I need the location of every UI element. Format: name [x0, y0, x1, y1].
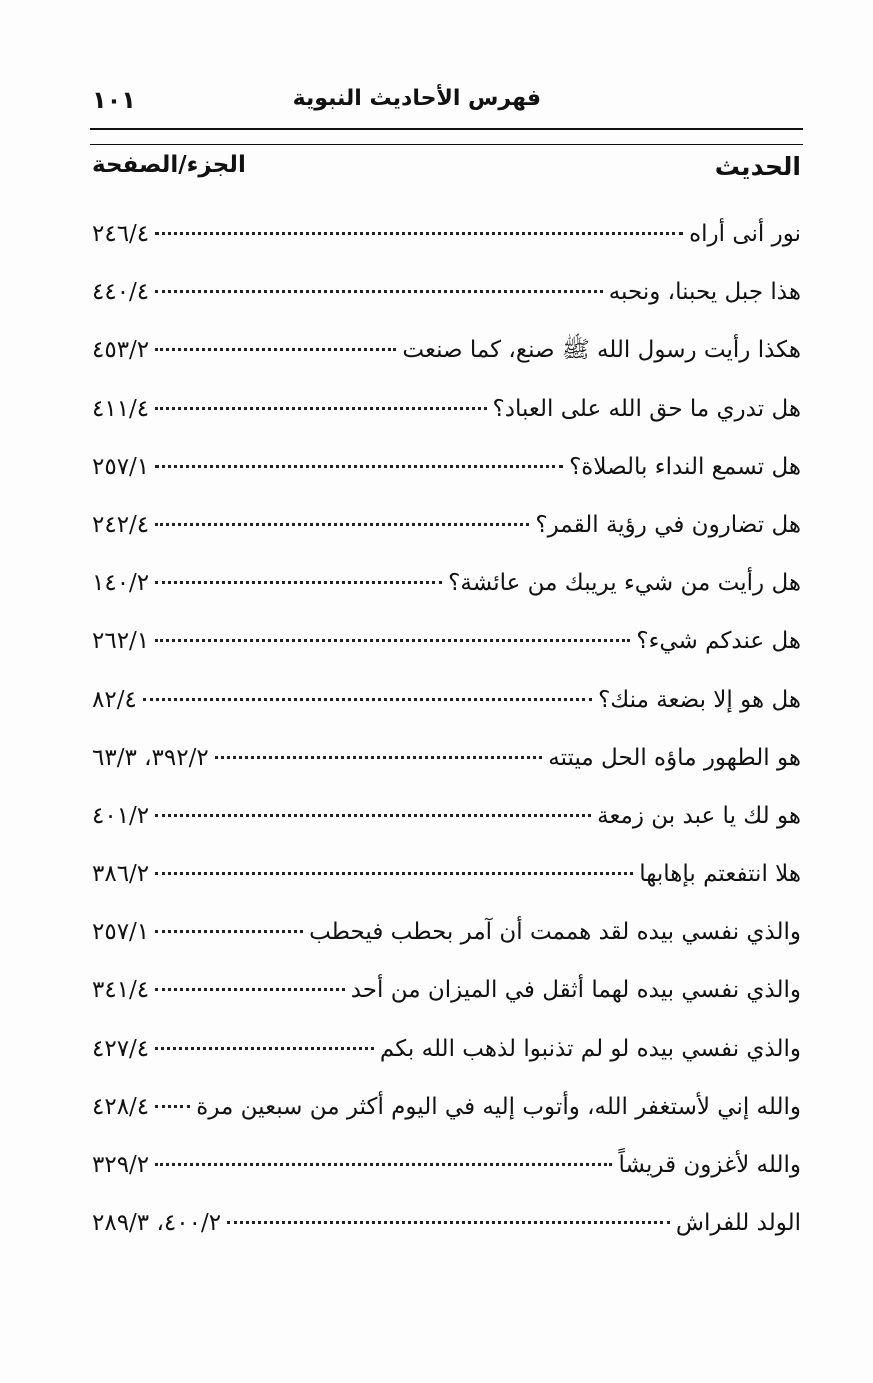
- hadith-text: والذي نفسي بيده لقد هممت أن آمر بحطب فيحطب: [309, 919, 801, 946]
- hadith-text: هل عندكم شيء؟: [636, 628, 801, 655]
- column-headers: [90, 150, 801, 190]
- leader-dots: [155, 465, 563, 468]
- hadith-text: هكذا رأيت رسول الله ﷺ صنع، كما صنعت: [402, 337, 801, 364]
- hadith-text: هل تسمع النداء بالصلاة؟: [569, 453, 801, 480]
- index-entry: [92, 1199, 801, 1257]
- leader-dots: [155, 639, 630, 642]
- leader-dots: [155, 348, 396, 351]
- index-entry: [92, 966, 801, 1024]
- volume-page-ref: ٤٢٧/٤: [92, 1035, 150, 1062]
- index-entry: [92, 792, 801, 850]
- volume-page-ref: ٢٦٢/١: [92, 628, 150, 655]
- leader-dots: [155, 988, 345, 991]
- leader-dots: [155, 930, 303, 933]
- volume-page-ref: ٤٤٠/٤: [92, 279, 150, 306]
- hadith-text: والله إني لأستغفر الله، وأتوب إليه في اليوم أكثر من سبعين مرة: [196, 1093, 801, 1120]
- index-entry: [92, 1083, 801, 1141]
- volume-page-ref: ٢٥٧/١: [92, 919, 150, 946]
- leader-dots: [155, 232, 683, 235]
- volume-page-ref: ٢٤٢/٤: [92, 511, 150, 538]
- volume-page-ref: ٨٢/٤: [92, 686, 137, 713]
- volume-page-ref: ٤٢٨/٤: [92, 1093, 150, 1120]
- index-entry: [92, 908, 801, 966]
- hadith-text: هذا جبل يحبنا، ونحبه: [608, 279, 801, 306]
- volume-page-ref: ٤٠٠/٢، ٢٨٩/٣: [92, 1210, 222, 1237]
- leader-dots: [143, 698, 592, 701]
- leader-dots: [155, 1163, 612, 1166]
- volume-page-ref: ٤٥٣/٢: [92, 337, 150, 364]
- index-entry: [92, 268, 801, 326]
- leader-dots: [155, 1105, 190, 1108]
- volume-page-ref: ٣٤١/٤: [92, 977, 150, 1004]
- column-header-volume-page: الجزء/الصفحة: [92, 152, 246, 178]
- hadith-index-list: [92, 210, 801, 1257]
- leader-dots: [155, 814, 591, 817]
- leader-dots: [155, 523, 529, 526]
- header-rule-thin: [90, 144, 803, 145]
- hadith-text: والذي نفسي بيده لو لم تذنبوا لذهب الله بكم: [379, 1035, 801, 1062]
- column-header-hadith: الحديث: [714, 152, 801, 181]
- hadith-text: هل رأيت من شيء يريبك من عائشة؟: [448, 570, 801, 597]
- hadith-text: هلا انتفعتم بإهابها: [639, 861, 801, 888]
- index-entry: [92, 734, 801, 792]
- header-rule-thick: [90, 128, 803, 130]
- index-entry: [92, 501, 801, 559]
- leader-dots: [227, 1221, 670, 1224]
- running-header: [92, 82, 801, 122]
- volume-page-ref: ٤٠١/٢: [92, 802, 150, 829]
- page-number: ١٠١: [92, 86, 136, 114]
- index-entry: [92, 617, 801, 675]
- index-entry: [92, 559, 801, 617]
- index-entry: [92, 850, 801, 908]
- hadith-text: هل هو إلا بضعة منك؟: [598, 686, 801, 713]
- running-title: فهرس الأحاديث النبوية: [292, 86, 541, 111]
- leader-dots: [215, 756, 543, 759]
- index-entry: [92, 326, 801, 384]
- leader-dots: [155, 581, 442, 584]
- volume-page-ref: ٢٤٦/٤: [92, 221, 150, 247]
- leader-dots: [155, 1047, 374, 1050]
- hadith-text: والله لأغزون قريشاً: [618, 1152, 801, 1178]
- index-entry: [92, 443, 801, 501]
- hadith-text: والذي نفسي بيده لهما أثقل في الميزان من أحد: [350, 977, 801, 1004]
- leader-dots: [155, 290, 603, 293]
- hadith-text: نور أنى أراه: [689, 221, 801, 247]
- leader-dots: [155, 407, 486, 410]
- index-entry: [92, 210, 801, 268]
- volume-page-ref: ٢٥٧/١: [92, 453, 150, 480]
- hadith-text: هو الطهور ماؤه الحل ميتته: [548, 744, 801, 771]
- volume-page-ref: ٣٢٩/٢: [92, 1152, 150, 1178]
- hadith-text: هل تدري ما حق الله على العباد؟: [492, 395, 801, 422]
- volume-page-ref: ١٤٠/٢: [92, 570, 150, 597]
- volume-page-ref: ٤١١/٤: [92, 395, 150, 422]
- volume-page-ref: ٣٩٢/٢، ٦٣/٣: [92, 744, 209, 771]
- index-entry: [92, 1025, 801, 1083]
- leader-dots: [155, 872, 633, 875]
- hadith-text: الولد للفراش: [675, 1210, 801, 1237]
- volume-page-ref: ٣٨٦/٢: [92, 861, 150, 888]
- index-entry: [92, 385, 801, 443]
- hadith-text: هل تضارون في رؤية القمر؟: [535, 511, 801, 538]
- hadith-text: هو لك يا عبد بن زمعة: [597, 802, 801, 829]
- index-entry: [92, 676, 801, 734]
- index-entry: [92, 1141, 801, 1199]
